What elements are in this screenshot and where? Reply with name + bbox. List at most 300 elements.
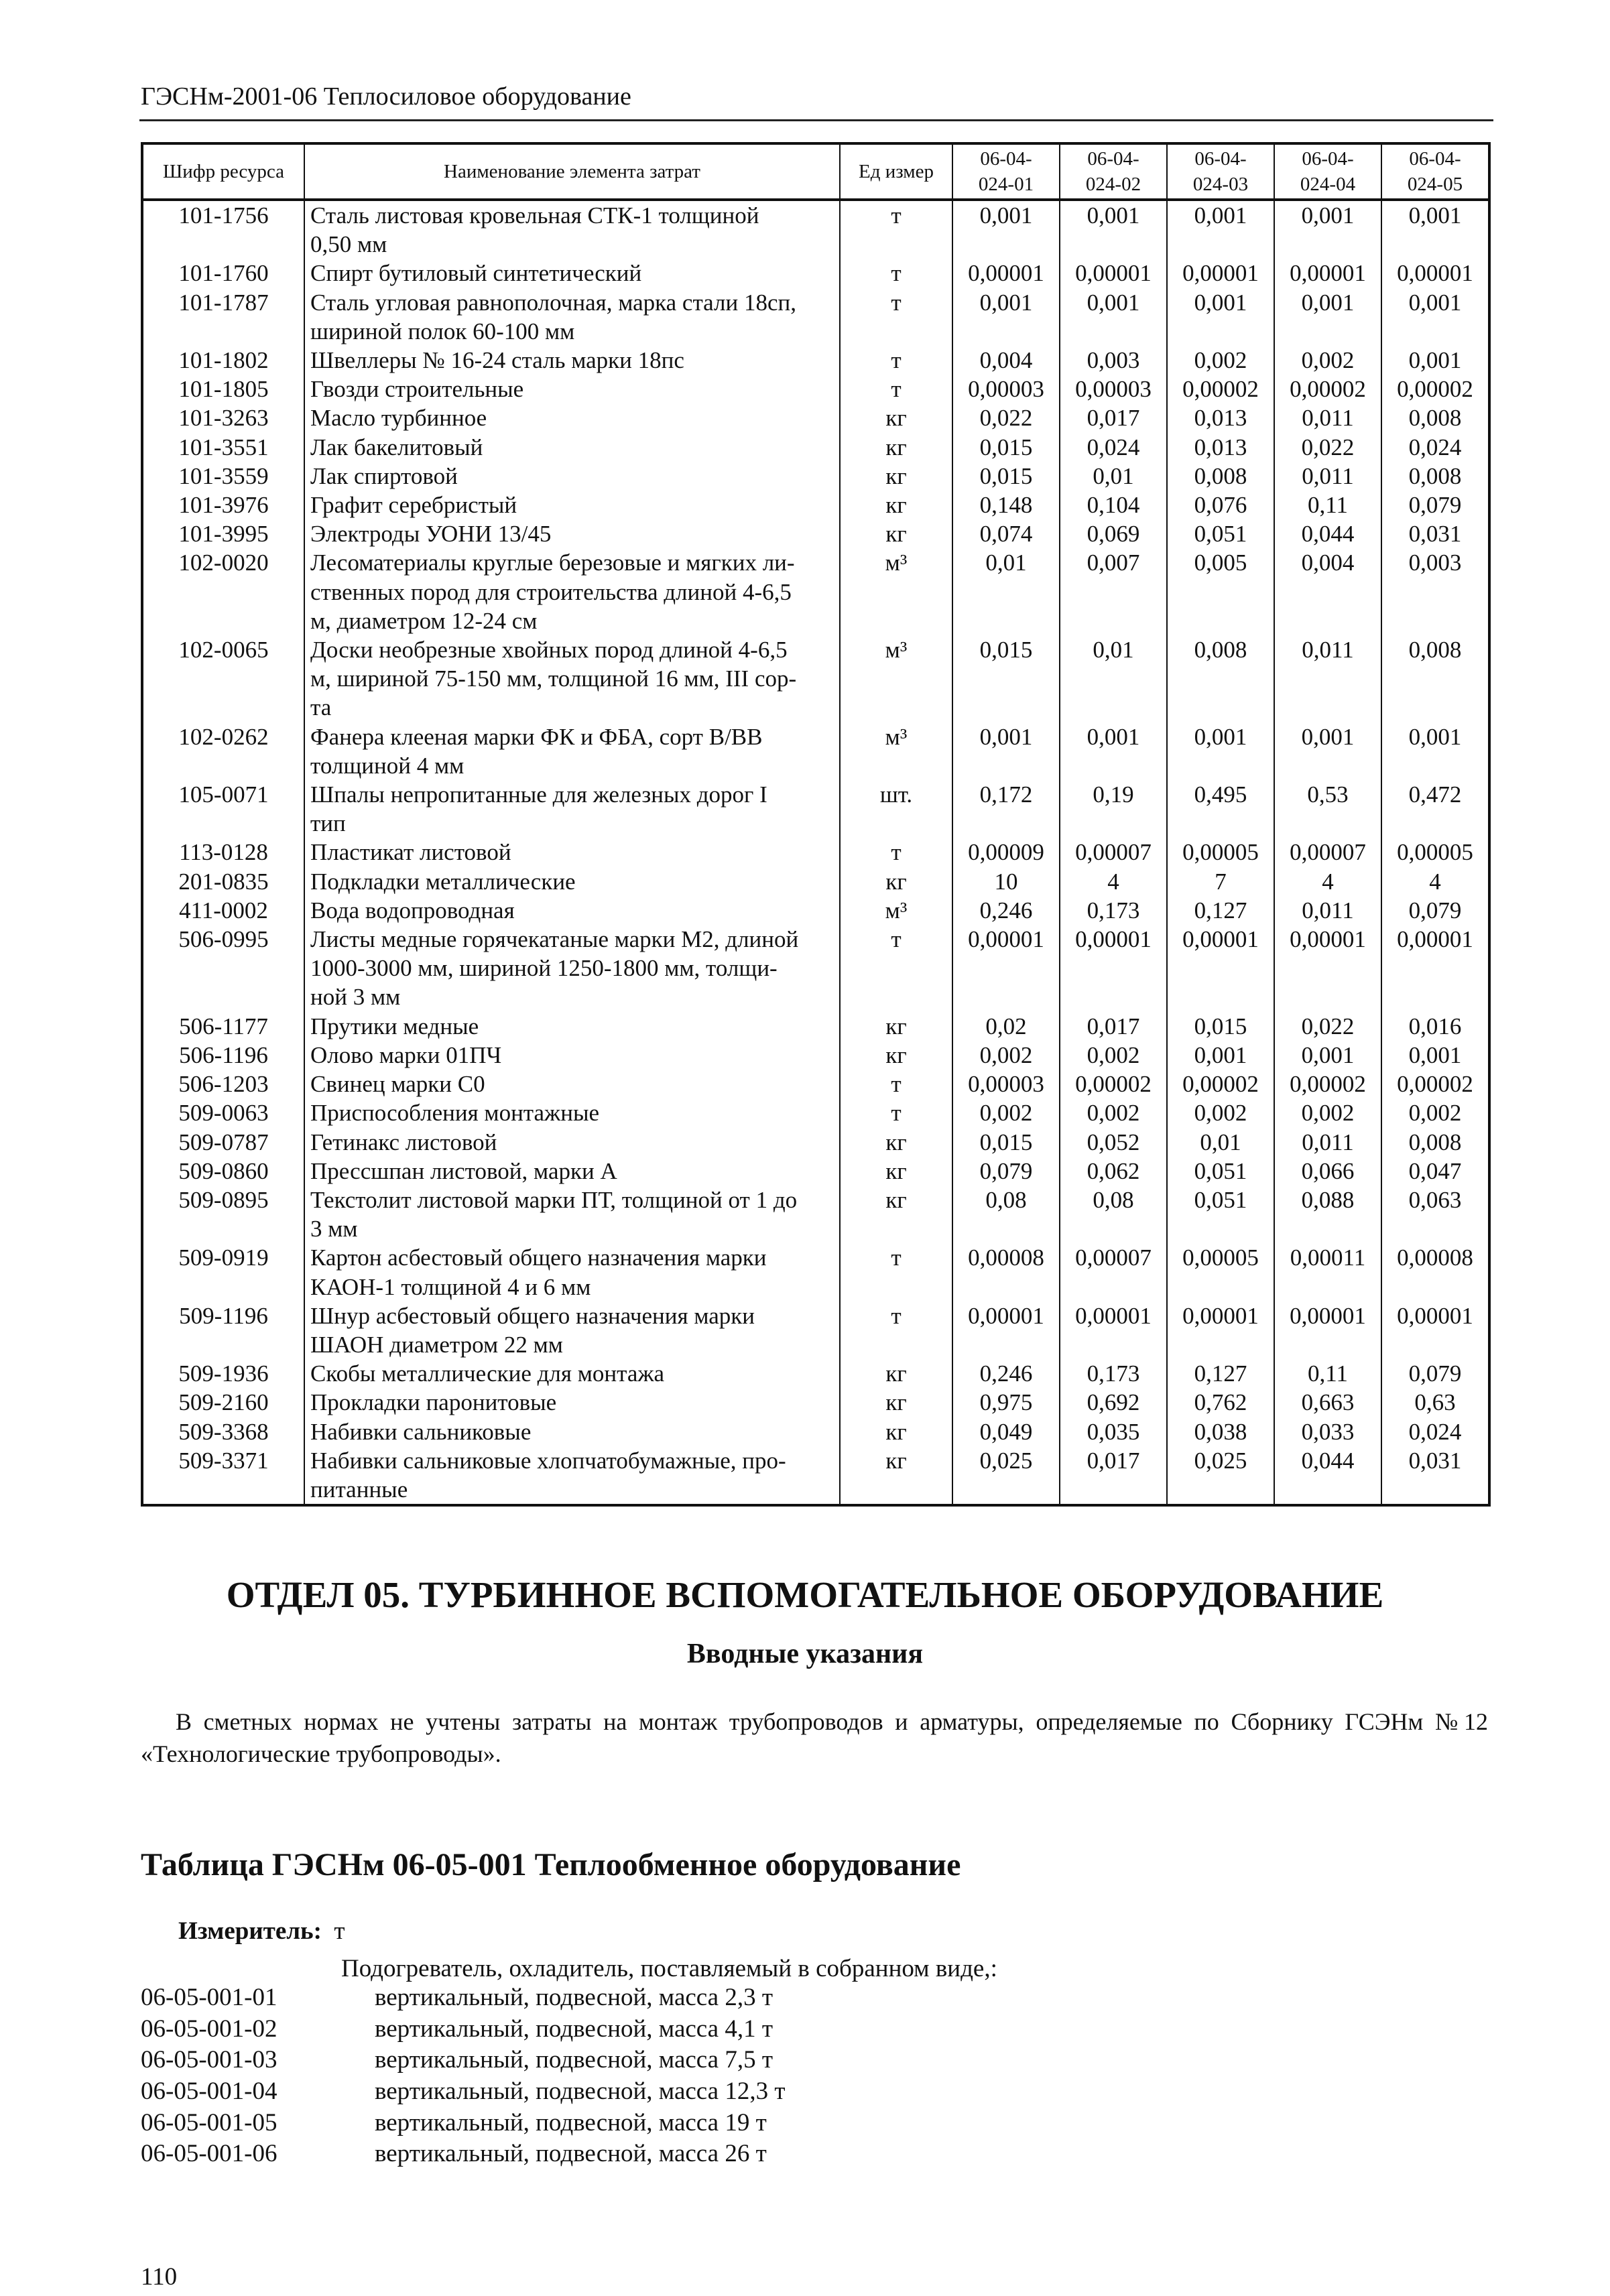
unit: кг xyxy=(840,1012,952,1041)
norm-value: 0,00001 xyxy=(1274,925,1381,1012)
resource-name: Вода водопроводная xyxy=(304,896,840,925)
resource-name: Прессшпан листовой, марки А xyxy=(304,1157,840,1186)
table-row xyxy=(142,288,1489,346)
resource-name: Электроды УОНИ 13/45 xyxy=(304,519,840,548)
norm-value: 0,015 xyxy=(952,635,1060,722)
norm-value: 0,00001 xyxy=(1381,925,1489,1012)
resource-code: 509-0063 xyxy=(142,1098,304,1127)
page-number: 110 xyxy=(141,2263,178,2291)
norm-value: 0,11 xyxy=(1274,491,1381,519)
unit: кг xyxy=(840,1417,952,1446)
resource-code: 201-0835 xyxy=(142,867,304,896)
norm-value: 0,001 xyxy=(1167,200,1274,259)
norm-value: 0,015 xyxy=(1167,1012,1274,1041)
norm-value: 0,148 xyxy=(952,491,1060,519)
norm-value: 0,011 xyxy=(1274,462,1381,491)
column-header: 06-04- 024-05 xyxy=(1381,143,1489,200)
resource-name: Приспособления монтажные xyxy=(304,1098,840,1127)
norm-value: 0,001 xyxy=(1381,200,1489,259)
norm-value: 0,173 xyxy=(1060,1359,1167,1388)
resource-name: Доски необрезные хвойных пород длиной 4-6,5 м, шириной 75-150 мм, толщиной 16 мм, III сор- та xyxy=(304,635,840,722)
norm-value: 10 xyxy=(952,867,1060,896)
column-header: Шифр ресурса xyxy=(142,143,304,200)
table-header-row xyxy=(142,143,1489,200)
norm-value: 0,001 xyxy=(1381,722,1489,780)
norm-value: 0,052 xyxy=(1060,1128,1167,1157)
norm-value: 0,017 xyxy=(1060,1446,1167,1505)
norm-value: 0,049 xyxy=(952,1417,1060,1446)
resource-name: Прутики медные xyxy=(304,1012,840,1041)
table-row xyxy=(142,1012,1489,1041)
norm-value: 0,001 xyxy=(952,722,1060,780)
unit: шт. xyxy=(840,780,952,838)
norm-value: 0,104 xyxy=(1060,491,1167,519)
norm-value: 0,00001 xyxy=(1167,259,1274,288)
norm-item xyxy=(141,2076,786,2108)
norm-description: вертикальный, подвесной, масса 19 т xyxy=(375,2108,767,2136)
resource-code: 101-3559 xyxy=(142,462,304,491)
resource-code: 101-3976 xyxy=(142,491,304,519)
unit: т xyxy=(840,200,952,259)
resource-name: Лесоматериалы круглые березовые и мягких ли- ственных пород для строительства длиной 4-6,5 м, диаметром 12-24 см xyxy=(304,548,840,635)
unit: т xyxy=(840,259,952,288)
norm-value: 0,002 xyxy=(1274,346,1381,375)
resource-code: 101-1760 xyxy=(142,259,304,288)
unit: кг xyxy=(840,1446,952,1505)
norm-value: 4 xyxy=(1060,867,1167,896)
unit: кг xyxy=(840,1186,952,1243)
norm-value: 4 xyxy=(1274,867,1381,896)
norm-value: 0,008 xyxy=(1381,462,1489,491)
norm-value: 0,00002 xyxy=(1167,375,1274,403)
resource-code: 101-3995 xyxy=(142,519,304,548)
norm-value: 0,076 xyxy=(1167,491,1274,519)
norm-value: 0,975 xyxy=(952,1388,1060,1417)
norm-value: 0,005 xyxy=(1167,548,1274,635)
norm-value: 0,00005 xyxy=(1167,1243,1274,1301)
resource-code: 101-1756 xyxy=(142,200,304,259)
resource-name: Скобы металлические для монтажа xyxy=(304,1359,840,1388)
table-row xyxy=(142,1359,1489,1388)
unit: кг xyxy=(840,867,952,896)
norm-value: 0,001 xyxy=(1381,346,1489,375)
norm-value: 0,011 xyxy=(1274,403,1381,432)
resource-code: 509-0919 xyxy=(142,1243,304,1301)
norm-value: 0,044 xyxy=(1274,1446,1381,1505)
norm-description: вертикальный, подвесной, масса 7,5 т xyxy=(375,2046,773,2074)
norm-value: 0,00007 xyxy=(1060,1243,1167,1301)
norm-value: 0,663 xyxy=(1274,1388,1381,1417)
unit: м³ xyxy=(840,635,952,722)
norm-value: 0,001 xyxy=(1381,288,1489,346)
norm-value: 0,127 xyxy=(1167,1359,1274,1388)
resource-code: 101-1802 xyxy=(142,346,304,375)
norm-value: 0,00002 xyxy=(1274,375,1381,403)
norm-value: 0,53 xyxy=(1274,780,1381,838)
table-row xyxy=(142,780,1489,838)
resource-name: Текстолит листовой марки ПТ, толщиной от 1 до 3 мм xyxy=(304,1186,840,1243)
resource-name: Набивки сальниковые хлопчатобумажные, про- питанные xyxy=(304,1446,840,1505)
resource-name: Пластикат листовой xyxy=(304,838,840,867)
column-header: Ед измер xyxy=(840,143,952,200)
norm-value: 0,001 xyxy=(1060,288,1167,346)
norm-value: 0,172 xyxy=(952,780,1060,838)
norm-value: 0,002 xyxy=(1274,1098,1381,1127)
norm-value: 0,00009 xyxy=(952,838,1060,867)
unit: кг xyxy=(840,519,952,548)
resource-name: Олово марки 01ПЧ xyxy=(304,1041,840,1070)
norm-value: 0,001 xyxy=(1274,1041,1381,1070)
norm-value: 0,762 xyxy=(1167,1388,1274,1417)
column-header: Наименование элемента затрат xyxy=(304,143,840,200)
intro-paragraph: В сметных нормах не учтены затраты на монтаж трубопроводов и арматуры, определяемые по Сборнику ГСЭНм №12 «Технологические трубопроводы». xyxy=(141,1708,1488,1767)
unit: т xyxy=(840,346,952,375)
norm-item xyxy=(141,1982,786,2014)
norm-value: 0,031 xyxy=(1381,519,1489,548)
norm-code: 06-05-001-03 xyxy=(141,2046,277,2074)
norm-item xyxy=(141,2045,786,2076)
norm-value: 0,00001 xyxy=(1167,925,1274,1012)
norm-value: 0,079 xyxy=(1381,896,1489,925)
norm-value: 0,173 xyxy=(1060,896,1167,925)
norm-value: 0,015 xyxy=(952,462,1060,491)
norm-value: 0,002 xyxy=(1060,1098,1167,1127)
norm-group-title: Подогреватель, охладитель, поставляемый в собранном виде,: xyxy=(341,1955,997,1982)
unit: кг xyxy=(840,1128,952,1157)
norm-value: 0,001 xyxy=(1060,722,1167,780)
norm-value: 0,062 xyxy=(1060,1157,1167,1186)
resource-code: 509-1196 xyxy=(142,1301,304,1359)
norm-value: 0,00001 xyxy=(952,259,1060,288)
table-row xyxy=(142,259,1489,288)
column-header: 06-04- 024-01 xyxy=(952,143,1060,200)
resource-name: Сталь листовая кровельная СТК-1 толщиной 0,50 мм xyxy=(304,200,840,259)
next-table-title: Таблица ГЭСНм 06-05-001 Теплообменное оборудование xyxy=(141,1847,961,1883)
norm-description: вертикальный, подвесной, масса 4,1 т xyxy=(375,2015,773,2043)
resource-name: Подкладки металлические xyxy=(304,867,840,896)
norm-value: 0,00003 xyxy=(952,1070,1060,1098)
norm-value: 0,033 xyxy=(1274,1417,1381,1446)
resource-name: Графит серебристый xyxy=(304,491,840,519)
norm-value: 0,01 xyxy=(952,548,1060,635)
resource-name: Спирт бутиловый синтетический xyxy=(304,259,840,288)
norm-value: 0,01 xyxy=(1060,462,1167,491)
table-row xyxy=(142,838,1489,867)
norm-value: 0,00001 xyxy=(1167,1301,1274,1359)
unit: м³ xyxy=(840,722,952,780)
norm-value: 0,02 xyxy=(952,1012,1060,1041)
resource-name: Листы медные горячекатаные марки М2, длиной 1000-3000 мм, шириной 1250-1800 мм, толщи- ной 3 мм xyxy=(304,925,840,1012)
norm-value: 0,00003 xyxy=(952,375,1060,403)
table-row xyxy=(142,462,1489,491)
table-row xyxy=(142,1128,1489,1157)
norm-value: 0,002 xyxy=(1060,1041,1167,1070)
norm-value: 0,002 xyxy=(1381,1098,1489,1127)
norm-value: 0,00002 xyxy=(1381,375,1489,403)
measure-label: Измеритель: xyxy=(178,1917,322,1945)
table-row xyxy=(142,1301,1489,1359)
norm-value: 0,08 xyxy=(1060,1186,1167,1243)
norm-description: вертикальный, подвесной, масса 2,3 т xyxy=(375,1984,773,2011)
resource-code: 509-0860 xyxy=(142,1157,304,1186)
norm-value: 0,088 xyxy=(1274,1186,1381,1243)
table-row xyxy=(142,635,1489,722)
norm-value: 0,003 xyxy=(1060,346,1167,375)
norm-value: 0,051 xyxy=(1167,1186,1274,1243)
norm-value: 0,008 xyxy=(1167,462,1274,491)
resource-name: Фанера клееная марки ФК и ФБА, сорт В/ВВ толщиной 4 мм xyxy=(304,722,840,780)
norm-value: 0,00001 xyxy=(952,925,1060,1012)
norm-value: 0,002 xyxy=(952,1041,1060,1070)
resource-name: Картон асбестовый общего назначения марки КАОН-1 толщиной 4 и 6 мм xyxy=(304,1243,840,1301)
resource-code: 509-3368 xyxy=(142,1417,304,1446)
table-row xyxy=(142,519,1489,548)
resource-code: 102-0020 xyxy=(142,548,304,635)
resource-name: Сталь угловая равнополочная, марка стали 18сп, шириной полок 60-100 мм xyxy=(304,288,840,346)
norm-code: 06-05-001-06 xyxy=(141,2140,277,2168)
norm-value: 0,003 xyxy=(1381,548,1489,635)
norm-value: 0,008 xyxy=(1381,635,1489,722)
norm-value: 0,007 xyxy=(1060,548,1167,635)
section-subtitle: Вводные указания xyxy=(686,1639,924,1669)
norm-value: 0,013 xyxy=(1167,433,1274,462)
table-row xyxy=(142,896,1489,925)
resource-code: 101-1787 xyxy=(142,288,304,346)
norm-value: 0,001 xyxy=(952,288,1060,346)
norm-value: 0,001 xyxy=(952,200,1060,259)
norm-value: 0,066 xyxy=(1274,1157,1381,1186)
norm-value: 0,246 xyxy=(952,896,1060,925)
unit: кг xyxy=(840,462,952,491)
norm-value: 0,069 xyxy=(1060,519,1167,548)
table-row xyxy=(142,1186,1489,1243)
norm-value: 0,063 xyxy=(1381,1186,1489,1243)
norm-value: 0,002 xyxy=(1167,1098,1274,1127)
norm-value: 0,015 xyxy=(952,1128,1060,1157)
norm-value: 0,024 xyxy=(1381,1417,1489,1446)
measure-value: т xyxy=(334,1917,345,1945)
norm-value: 0,038 xyxy=(1167,1417,1274,1446)
table-row xyxy=(142,1041,1489,1070)
norm-value: 0,031 xyxy=(1381,1446,1489,1505)
norm-value: 0,001 xyxy=(1167,288,1274,346)
unit: кг xyxy=(840,403,952,432)
resource-code: 509-3371 xyxy=(142,1446,304,1505)
norm-value: 0,00007 xyxy=(1060,838,1167,867)
norm-value: 0,051 xyxy=(1167,1157,1274,1186)
table-row xyxy=(142,1098,1489,1127)
resource-code: 506-1177 xyxy=(142,1012,304,1041)
norm-value: 0,00001 xyxy=(1381,259,1489,288)
resource-name: Швеллеры № 16-24 сталь марки 18пс xyxy=(304,346,840,375)
resources-table xyxy=(141,142,1491,1507)
norm-value: 0,024 xyxy=(1060,433,1167,462)
norm-value: 0,00001 xyxy=(1060,925,1167,1012)
unit: т xyxy=(840,1098,952,1127)
column-header: 06-04- 024-02 xyxy=(1060,143,1167,200)
norm-value: 0,008 xyxy=(1381,403,1489,432)
unit: кг xyxy=(840,491,952,519)
norm-value: 0,00001 xyxy=(1060,259,1167,288)
norm-value: 0,004 xyxy=(952,346,1060,375)
resource-name: Гетинакс листовой xyxy=(304,1128,840,1157)
norm-value: 0,00001 xyxy=(1274,259,1381,288)
norm-value: 0,00002 xyxy=(1060,1070,1167,1098)
norm-item xyxy=(141,2108,786,2139)
unit: т xyxy=(840,288,952,346)
table-row xyxy=(142,346,1489,375)
table-row xyxy=(142,375,1489,403)
unit: т xyxy=(840,838,952,867)
norm-value: 0,001 xyxy=(1167,722,1274,780)
norm-value: 0,472 xyxy=(1381,780,1489,838)
norm-value: 0,008 xyxy=(1167,635,1274,722)
norm-value: 0,08 xyxy=(952,1186,1060,1243)
resource-name: Гвозди строительные xyxy=(304,375,840,403)
table-row xyxy=(142,403,1489,432)
norm-value: 0,035 xyxy=(1060,1417,1167,1446)
norm-item xyxy=(141,2139,786,2170)
unit: т xyxy=(840,375,952,403)
column-header: 06-04- 024-04 xyxy=(1274,143,1381,200)
resource-code: 506-1196 xyxy=(142,1041,304,1070)
norm-value: 0,047 xyxy=(1381,1157,1489,1186)
norm-value: 0,00005 xyxy=(1167,838,1274,867)
resource-name: Свинец марки С0 xyxy=(304,1070,840,1098)
table-row xyxy=(142,925,1489,1012)
resource-name: Шпалы непропитанные для железных дорог I тип xyxy=(304,780,840,838)
norm-value: 0,00002 xyxy=(1274,1070,1381,1098)
resource-code: 102-0262 xyxy=(142,722,304,780)
norm-value: 0,079 xyxy=(1381,1359,1489,1388)
norm-value: 0,246 xyxy=(952,1359,1060,1388)
norm-value: 0,01 xyxy=(1167,1128,1274,1157)
resource-code: 506-1203 xyxy=(142,1070,304,1098)
resource-code: 506-0995 xyxy=(142,925,304,1012)
norm-value: 0,001 xyxy=(1274,288,1381,346)
norm-value: 4 xyxy=(1381,867,1489,896)
norm-code: 06-05-001-05 xyxy=(141,2108,277,2136)
norm-value: 0,11 xyxy=(1274,1359,1381,1388)
norm-value: 0,022 xyxy=(1274,433,1381,462)
resource-name: Лак бакелитовый xyxy=(304,433,840,462)
norm-value: 0,001 xyxy=(1167,1041,1274,1070)
resource-code: 509-0895 xyxy=(142,1186,304,1243)
table-row xyxy=(142,1388,1489,1417)
norm-value: 0,127 xyxy=(1167,896,1274,925)
unit: кг xyxy=(840,1388,952,1417)
norm-value: 0,022 xyxy=(1274,1012,1381,1041)
norm-value: 0,01 xyxy=(1060,635,1167,722)
norm-value: 0,00001 xyxy=(1381,1301,1489,1359)
table-body xyxy=(142,200,1489,1505)
norm-value: 0,19 xyxy=(1060,780,1167,838)
norm-value: 0,016 xyxy=(1381,1012,1489,1041)
resource-name: Масло турбинное xyxy=(304,403,840,432)
norm-description: вертикальный, подвесной, масса 12,3 т xyxy=(375,2078,786,2106)
table-row xyxy=(142,867,1489,896)
unit: м³ xyxy=(840,548,952,635)
norm-value: 0,079 xyxy=(1381,491,1489,519)
norm-value: 0,025 xyxy=(952,1446,1060,1505)
table-row xyxy=(142,1243,1489,1301)
resource-code: 509-0787 xyxy=(142,1128,304,1157)
resource-code: 101-3263 xyxy=(142,403,304,432)
resource-name: Набивки сальниковые xyxy=(304,1417,840,1446)
norm-value: 0,00002 xyxy=(1381,1070,1489,1098)
unit: т xyxy=(840,1070,952,1098)
table-row xyxy=(142,433,1489,462)
norm-value: 0,001 xyxy=(1381,1041,1489,1070)
unit: кг xyxy=(840,1041,952,1070)
resource-code: 101-3551 xyxy=(142,433,304,462)
table-row xyxy=(142,1446,1489,1505)
norm-value: 0,004 xyxy=(1274,548,1381,635)
table-row xyxy=(142,491,1489,519)
norm-value: 0,00002 xyxy=(1167,1070,1274,1098)
norm-value: 0,00008 xyxy=(1381,1243,1489,1301)
resource-code: 101-1805 xyxy=(142,375,304,403)
norm-value: 7 xyxy=(1167,867,1274,896)
norm-value: 0,63 xyxy=(1381,1388,1489,1417)
norm-value: 0,00005 xyxy=(1381,838,1489,867)
norm-value: 0,001 xyxy=(1274,722,1381,780)
norm-value: 0,692 xyxy=(1060,1388,1167,1417)
table-row xyxy=(142,1070,1489,1098)
norm-value: 0,011 xyxy=(1274,896,1381,925)
norm-list xyxy=(141,1982,786,2170)
unit: кг xyxy=(840,1359,952,1388)
table-row xyxy=(142,1417,1489,1446)
resource-code: 509-2160 xyxy=(142,1388,304,1417)
norm-value: 0,008 xyxy=(1381,1128,1489,1157)
norm-value: 0,024 xyxy=(1381,433,1489,462)
norm-value: 0,079 xyxy=(952,1157,1060,1186)
resource-code: 102-0065 xyxy=(142,635,304,722)
column-header: 06-04- 024-03 xyxy=(1167,143,1274,200)
table-row xyxy=(142,200,1489,259)
norm-value: 0,017 xyxy=(1060,1012,1167,1041)
norm-value: 0,011 xyxy=(1274,635,1381,722)
norm-value: 0,025 xyxy=(1167,1446,1274,1505)
norm-value: 0,015 xyxy=(952,433,1060,462)
norm-value: 0,00008 xyxy=(952,1243,1060,1301)
unit: кг xyxy=(840,1157,952,1186)
norm-value: 0,017 xyxy=(1060,403,1167,432)
norm-value: 0,013 xyxy=(1167,403,1274,432)
measure xyxy=(178,1917,345,1946)
norm-value: 0,00001 xyxy=(1060,1301,1167,1359)
table-row xyxy=(142,548,1489,635)
norm-value: 0,00003 xyxy=(1060,375,1167,403)
resource-code: 509-1936 xyxy=(142,1359,304,1388)
resource-name: Шнур асбестовый общего назначения марки ШАОН диаметром 22 мм xyxy=(304,1301,840,1359)
norm-value: 0,00001 xyxy=(1274,1301,1381,1359)
norm-code: 06-05-001-01 xyxy=(141,1984,277,2011)
norm-value: 0,022 xyxy=(952,403,1060,432)
norm-value: 0,074 xyxy=(952,519,1060,548)
running-header: ГЭСНм-2001-06 Теплосиловое оборудование xyxy=(141,82,631,111)
unit: т xyxy=(840,925,952,1012)
table-row xyxy=(142,722,1489,780)
norm-value: 0,495 xyxy=(1167,780,1274,838)
norm-item xyxy=(141,2014,786,2045)
norm-value: 0,00007 xyxy=(1274,838,1381,867)
norm-value: 0,00001 xyxy=(952,1301,1060,1359)
norm-code: 06-05-001-02 xyxy=(141,2015,277,2043)
unit: т xyxy=(840,1243,952,1301)
norm-value: 0,00011 xyxy=(1274,1243,1381,1301)
